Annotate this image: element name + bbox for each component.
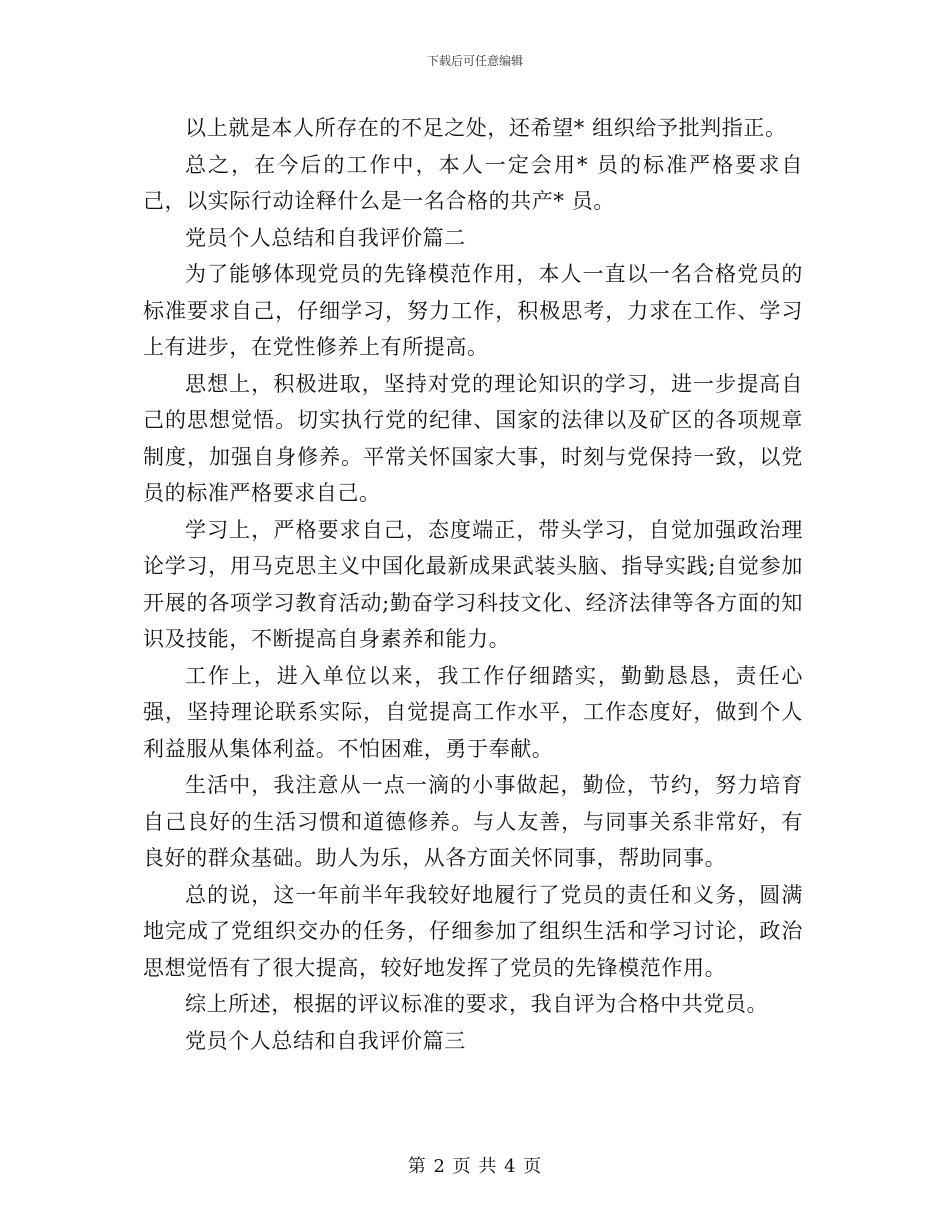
paragraph-self-evaluation: 综上所述，根据的评议标准的要求，我自评为合格中共党员。 <box>185 992 769 1016</box>
paragraph-study: 学习上，严格要求自己，态度端正，带头学习，自觉加强政治理论学习，用马克思主义中国化最新成果武装头脑、指导实践;自觉参加开展的各项学习教育活动;勤奋学习科技文化、经济法律等各方面的知识及技能，不断提高自身素养和能力。 <box>143 517 803 651</box>
section-heading-part-two: 党员个人总结和自我评价篇二 <box>185 225 466 250</box>
paragraph-intro: 为了能够体现党员的先锋模范作用，本人一直以一名合格党员的标准要求自己，仔细学习，努力工作，积极思考，力求在工作、学习上有进步，在党性修养上有所提高。 <box>143 262 803 359</box>
paragraph-ideology: 思想上，积极进取，坚持对党的理论知识的学习，进一步提高自己的思想觉悟。切实执行党的纪律、国家的法律以及矿区的各项规章制度，加强自身修养。平常关怀国家大事，时刻与党保持一致，以党员的标准严格要求自己。 <box>143 371 803 505</box>
paragraph-work: 工作上，进入单位以来，我工作仔细踏实，勤勤恳恳，责任心强，坚持理论联系实际，自觉提高工作水平，工作态度好，做到个人利益服从集体利益。不怕困难，勇于奉献。 <box>143 663 803 761</box>
paragraph-overall: 总的说，这一年前半年我较好地履行了党员的责任和义务，圆满地完成了党组织交办的任务，仔细参加了组织生活和学习讨论，政治思想觉悟有了很大提高，较好地发挥了党员的先锋模范作用。 <box>143 882 803 980</box>
section-heading-part-three: 党员个人总结和自我评价篇三 <box>185 1028 466 1053</box>
header-note: 下载后可任意编辑 <box>426 54 523 68</box>
paragraph-life: 生活中，我注意从一点一滴的小事做起，勤俭，节约，努力培育自己良好的生活习惯和道德修养。与人友善，与同事关系非常好，有良好的群众基础。助人为乐，从各方面关怀同事，帮助同事。 <box>143 773 803 870</box>
document-body <box>143 110 803 1059</box>
page-number-footer: 第 2 页 共 4 页 <box>407 1156 543 1177</box>
paragraph-conclusion-criticism: 以上就是本人所存在的不足之处，还希望* 组织给予批判指正。 <box>185 116 787 140</box>
paragraph-summary: 总之，在今后的工作中，本人一定会用* 员的标准严格要求自己，以实际行动诠释什么是一名合格的共产* 员。 <box>143 152 803 213</box>
